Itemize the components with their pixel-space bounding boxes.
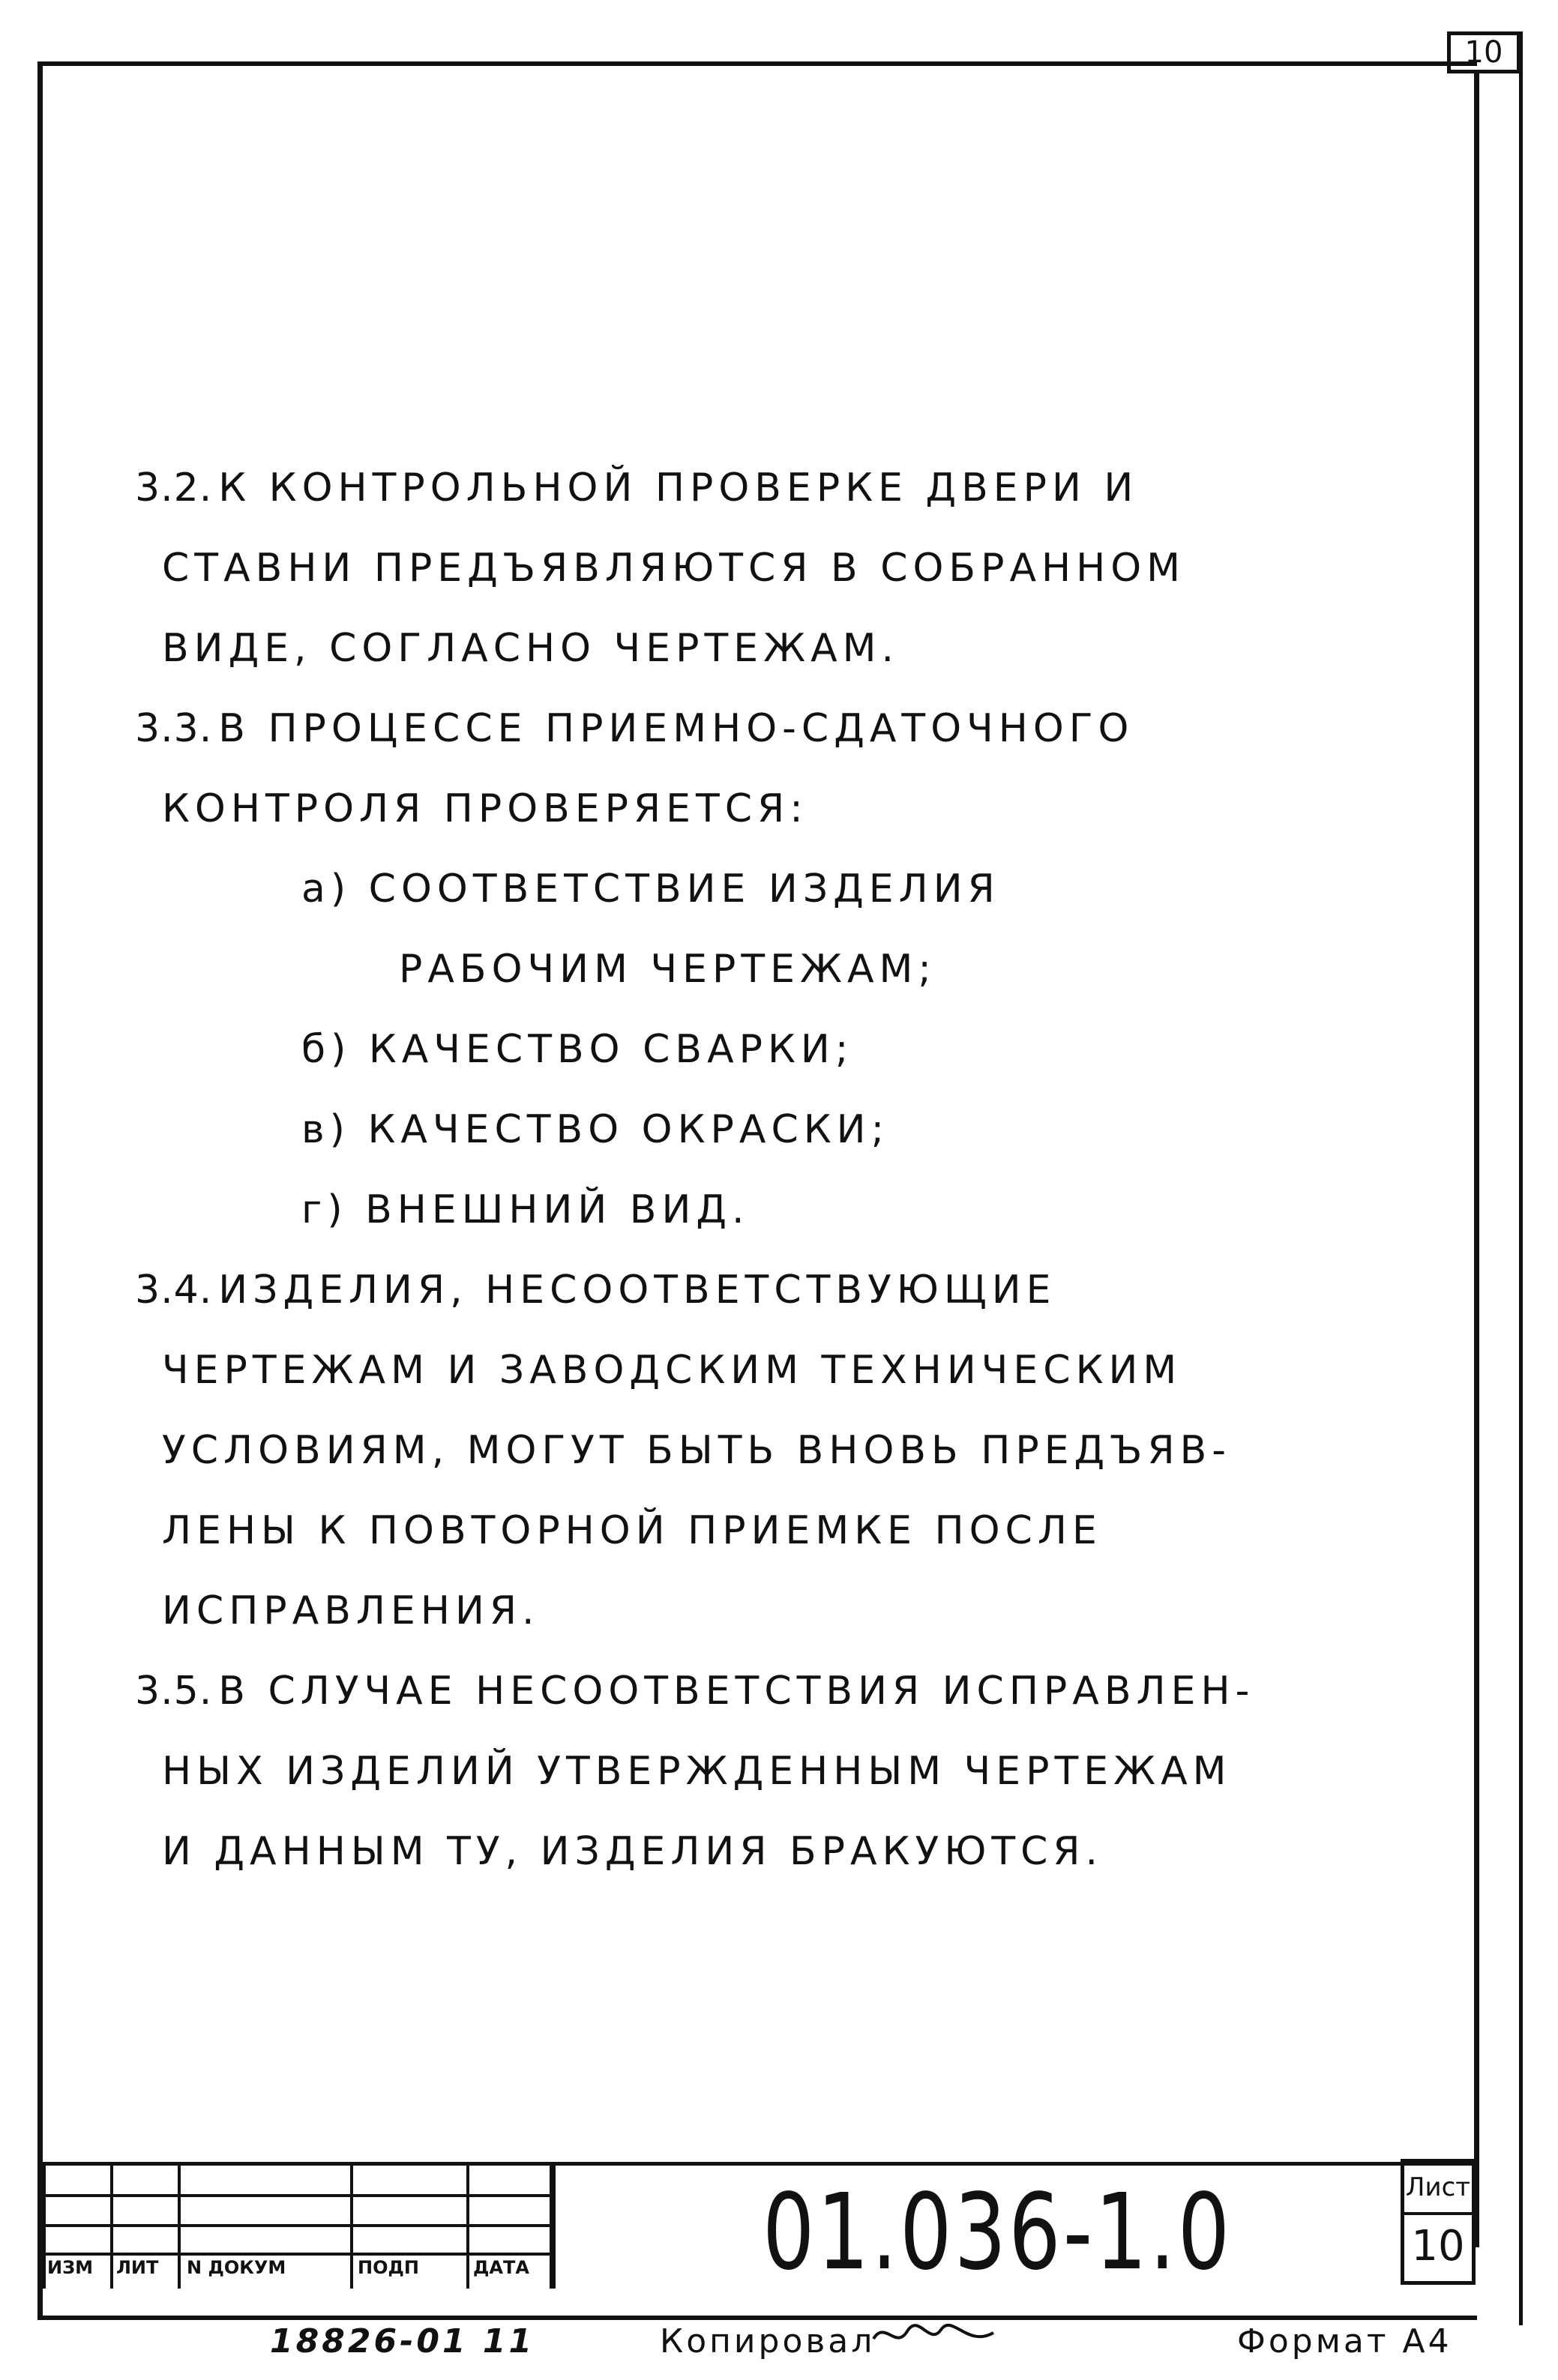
clause-number: 3.5. bbox=[135, 1669, 213, 1714]
line-text: в) КАЧЕСТВО ОКРАСКИ; bbox=[301, 1107, 890, 1152]
frame-right-border bbox=[1474, 73, 1479, 2247]
page-footer bbox=[45, 2322, 1507, 2367]
line-text: В ПРОЦЕССЕ ПРИЕМНО-СДАТОЧНОГО bbox=[218, 706, 1134, 751]
text-line bbox=[135, 1651, 1350, 1732]
line-text: ИЗДЕЛИЯ, НЕСООТВЕТСТВУЮЩИЕ bbox=[218, 1268, 1056, 1313]
revision-grid bbox=[43, 2166, 553, 2289]
sheet-value: 10 bbox=[1411, 2222, 1465, 2271]
sheet-number-box bbox=[1401, 2159, 1476, 2285]
text-line bbox=[135, 1812, 1350, 1892]
grid-line bbox=[43, 2166, 46, 2289]
text-line bbox=[135, 528, 1350, 609]
copied-by-label: Копировал bbox=[660, 2322, 876, 2361]
line-text: УСЛОВИЯМ, МОГУТ БЫТЬ ВНОВЬ ПРЕДЪЯВ- bbox=[162, 1428, 1232, 1473]
copy-number: 18826-01 11 bbox=[270, 2322, 535, 2361]
clause-number: 3.2. bbox=[135, 466, 213, 510]
text-line bbox=[135, 1571, 1350, 1651]
text-line bbox=[135, 1331, 1350, 1411]
grid-line bbox=[466, 2166, 469, 2289]
grid-line bbox=[350, 2166, 353, 2289]
grid-line bbox=[43, 2194, 553, 2197]
column-label-signature: ПОДП bbox=[358, 2257, 419, 2278]
column-label-document-number: N ДОКУМ bbox=[187, 2257, 286, 2278]
line-text: б) КАЧЕСТВО СВАРКИ; bbox=[301, 1027, 854, 1072]
grid-line bbox=[178, 2166, 181, 2289]
text-line bbox=[135, 930, 1350, 1010]
text-line bbox=[135, 769, 1350, 849]
column-label-lit: ЛИТ bbox=[116, 2257, 159, 2278]
list-item bbox=[135, 1090, 1350, 1170]
line-text: НЫХ ИЗДЕЛИЙ УТВЕРЖДЕННЫМ ЧЕРТЕЖАМ bbox=[162, 1749, 1232, 1794]
text-line bbox=[135, 689, 1350, 769]
column-label-izm: ИЗМ bbox=[47, 2257, 94, 2278]
line-text: а) СООТВЕТСТВИЕ ИЗДЕЛИЯ bbox=[301, 867, 1000, 912]
text-line bbox=[135, 1732, 1350, 1812]
title-block bbox=[43, 2162, 1476, 2294]
line-text: К КОНТРОЛЬНОЙ ПРОВЕРКЕ ДВЕРИ И bbox=[218, 466, 1139, 510]
signature bbox=[870, 2316, 997, 2354]
line-text: В СЛУЧАЕ НЕСООТВЕТСТВИЯ ИСПРАВЛЕН- bbox=[218, 1669, 1255, 1714]
title-block-divider bbox=[553, 2166, 556, 2289]
text-line bbox=[135, 1491, 1350, 1571]
grid-line bbox=[43, 2253, 553, 2256]
line-text: ЧЕРТЕЖАМ И ЗАВОДСКИМ ТЕХНИЧЕСКИМ bbox=[162, 1348, 1182, 1393]
grid-line bbox=[43, 2224, 553, 2227]
list-item bbox=[135, 1010, 1350, 1090]
text-line bbox=[135, 448, 1350, 528]
column-label-date: ДАТА bbox=[473, 2257, 529, 2278]
document-designation: 01.036-1.0 bbox=[763, 2172, 1233, 2294]
clause-number: 3.4. bbox=[135, 1268, 213, 1313]
list-item bbox=[135, 1170, 1350, 1250]
grid-line bbox=[110, 2166, 113, 2289]
clause-number: 3.3. bbox=[135, 706, 213, 751]
text-line bbox=[135, 1250, 1350, 1331]
line-text: КОНТРОЛЯ ПРОВЕРЯЕТСЯ: bbox=[162, 786, 808, 831]
line-text: ИСПРАВЛЕНИЯ. bbox=[162, 1588, 540, 1633]
text-line bbox=[135, 1411, 1350, 1491]
line-text: РАБОЧИМ ЧЕРТЕЖАМ; bbox=[399, 947, 936, 992]
line-text: И ДАННЫМ ТУ, ИЗДЕЛИЯ БРАКУЮТСЯ. bbox=[162, 1829, 1104, 1874]
paper-format: Формат А4 bbox=[1237, 2322, 1452, 2361]
line-text: ЛЕНЫ К ПОВТОРНОЙ ПРИЕМКЕ ПОСЛЕ bbox=[162, 1508, 1102, 1553]
text-line bbox=[135, 609, 1350, 689]
sheet-number-top: 10 bbox=[1447, 31, 1521, 73]
document-body bbox=[135, 448, 1350, 1892]
line-text: г) ВНЕШНИЙ ВИД. bbox=[301, 1187, 750, 1232]
outer-border bbox=[1519, 31, 1523, 2325]
line-text: СТАВНИ ПРЕДЪЯВЛЯЮТСЯ В СОБРАННОМ bbox=[162, 546, 1186, 591]
list-item bbox=[135, 849, 1350, 930]
line-text: ВИДЕ, СОГЛАСНО ЧЕРТЕЖАМ. bbox=[162, 626, 900, 671]
sheet-label: Лист bbox=[1404, 2163, 1472, 2215]
